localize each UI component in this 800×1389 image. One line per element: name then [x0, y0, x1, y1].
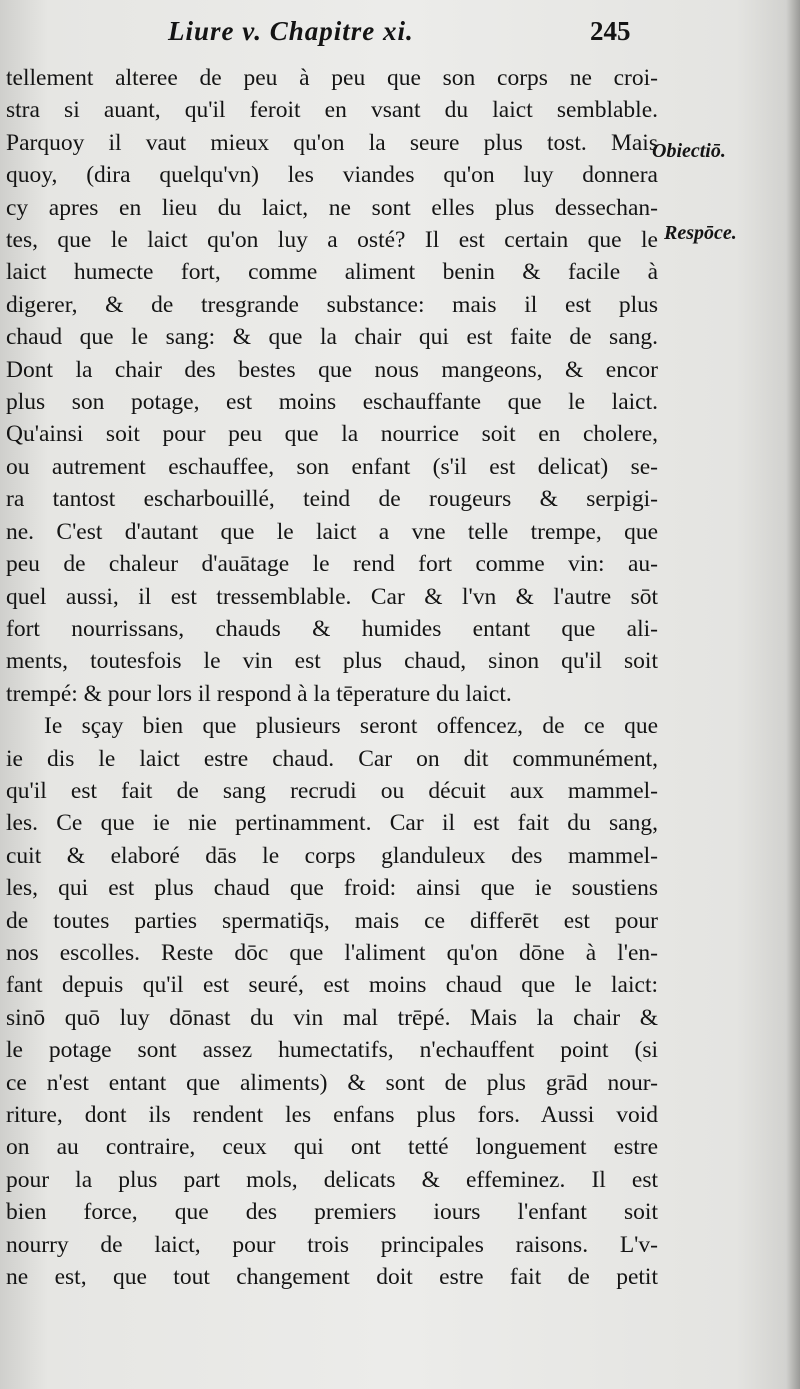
page-edge-shadow	[786, 0, 800, 1389]
text-line: Qu'ainsi soit pour peu que la nourrice soit en cholere,	[6, 421, 658, 448]
text-line: Dont la chair des bestes que nous mangeons, & encor	[6, 356, 658, 383]
text-line: quoy, (dira quelqu'vn) les viandes qu'on luy donnera	[6, 162, 658, 189]
text-line: ie dis le laict estre chaud. Car on dit communément,	[6, 745, 658, 772]
text-line: tes, que le laict qu'on luy a osté? Il est certain que le	[6, 227, 658, 254]
text-line: chaud que le sang: & que la chair qui est faite de sang.	[6, 324, 658, 351]
text-line: digerer, & de tresgrande substance: mais il est plus	[6, 291, 658, 318]
text-line: cuit & elaboré dās le corps glanduleux des mammel-	[6, 842, 658, 869]
page-header	[0, 12, 800, 52]
page-number: 245	[590, 16, 631, 46]
text-line: quel aussi, il est tressemblable. Car & l'vn & l'autre sōt	[6, 583, 658, 610]
running-head: Liure v. Chapitre xi.	[168, 16, 414, 46]
text-line: bien force, que des premiers iours l'enfant soit	[6, 1199, 658, 1226]
text-line: nourry de laict, pour trois principales raisons. L'v-	[6, 1231, 658, 1258]
body-text	[6, 62, 658, 1293]
text-line: fant depuis qu'il est seuré, est moins chaud que le laict:	[6, 972, 658, 999]
text-line: plus son potage, est moins eschauffante que le laict.	[6, 389, 658, 416]
text-line: nos escolles. Reste dōc que l'aliment qu'on dōne à l'en-	[6, 939, 658, 966]
text-line: sinō quō luy dōnast du vin mal trēpé. Mais la chair &	[6, 1004, 658, 1031]
text-line: Ie sçay bien que plusieurs seront offencez, de ce que	[44, 713, 658, 740]
text-line: ne. C'est d'autant que le laict a vne telle trempe, que	[6, 518, 658, 545]
text-line: peu de chaleur d'auātage le rend fort comme vin: au-	[6, 551, 658, 578]
text-line: ra tantost escharbouillé, teind de rougeurs & serpigi-	[6, 486, 658, 513]
text-line: ne est, que tout changement doit estre fait de petit	[6, 1264, 658, 1291]
text-line: le potage sont assez humectatifs, n'echauffent point (si	[6, 1037, 658, 1064]
text-line: Parquoy il vaut mieux qu'on la seure plus tost. Mais	[6, 129, 658, 156]
text-line: ments, toutesfois le vin est plus chaud, sinon qu'il soit	[6, 648, 658, 675]
text-line: tellement alteree de peu à peu que son corps ne croi-	[6, 65, 658, 91]
margin-note-response: Respōce.	[664, 222, 737, 244]
margin-note-objection: Obiectiō.	[652, 140, 726, 162]
text-line: trempé: & pour lors il respond à la tēperature du laict.	[6, 680, 512, 707]
text-line: ou autrement eschauffee, son enfant (s'il est delicat) se-	[6, 453, 658, 480]
text-line: on au contraire, ceux qui ont tetté longuement estre	[6, 1134, 658, 1161]
text-line: cy apres en lieu du laict, ne sont elles plus dessechan-	[6, 194, 658, 221]
text-line: fort nourrissans, chauds & humides entant que ali-	[6, 615, 658, 642]
text-line: les. Ce que ie nie pertinamment. Car il est fait du sang,	[6, 810, 658, 837]
text-line: ce n'est entant que aliments) & sont de plus grād nour-	[6, 1069, 658, 1096]
text-line: laict humecte fort, comme aliment benin & facile à	[6, 259, 658, 286]
text-line: les, qui est plus chaud que froid: ainsi que ie soustiens	[6, 875, 658, 902]
text-line: qu'il est fait de sang recrudi ou décuit aux mammel-	[6, 777, 658, 804]
text-line: stra si auant, qu'il feroit en vsant du laict semblable.	[6, 97, 658, 124]
text-line: de toutes parties spermatiq̄s, mais ce differēt est pour	[6, 907, 658, 934]
text-line: riture, dont ils rendent les enfans plus fors. Aussi void	[6, 1102, 658, 1128]
text-line: pour la plus part mols, delicats & effeminez. Il est	[6, 1166, 658, 1193]
